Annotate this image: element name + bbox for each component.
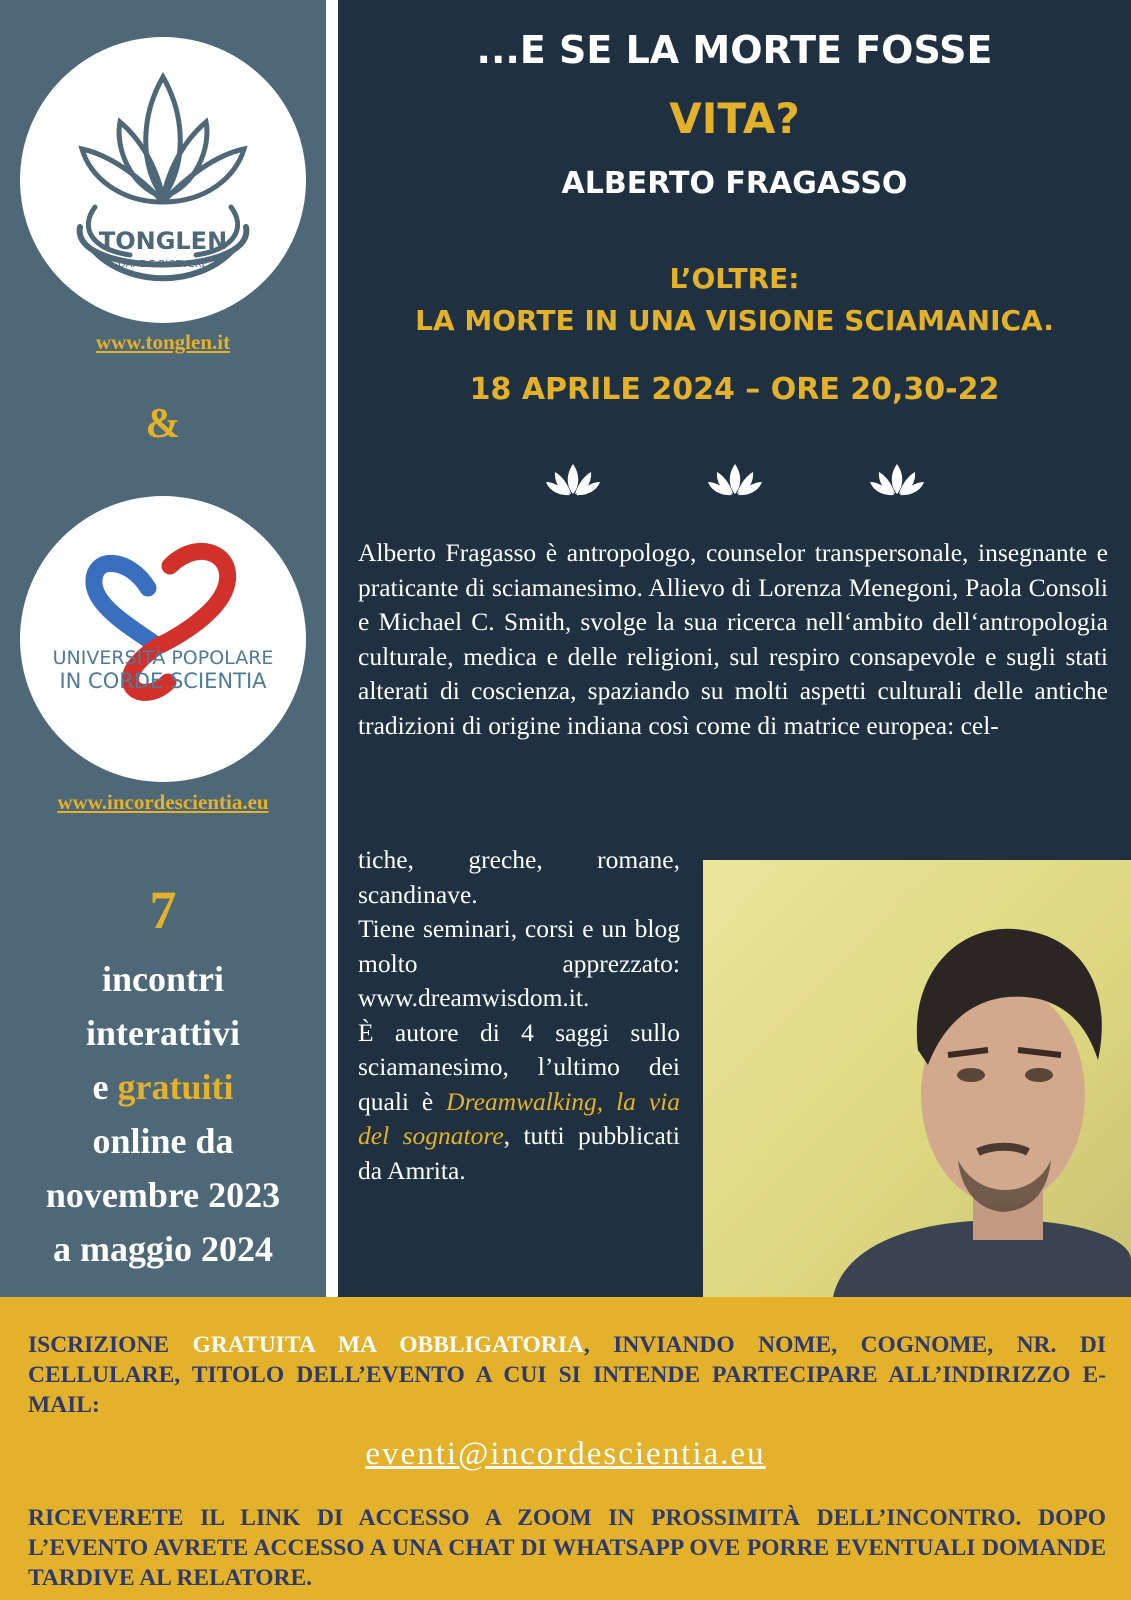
event-date: 18 APRILE 2024 – ORE 20,30-22 [469, 372, 1000, 407]
event-title-line2: VITA? [669, 94, 800, 143]
event-title-line1: ...E SE LA MORTE FOSSE [476, 28, 993, 72]
biography-books-text: È autore di 4 saggi sullo sciamanesimo, l’ultimo dei quali è [358, 1017, 680, 1116]
registration-text-c: , INVIANDO NOME, COGNOME, NR. DI CELLULARE, TITOLO DELL’EVENTO A CUI SI INTENDE PARTECIPARE ALL’INDIRIZZO E-MAIL: [28, 1332, 1107, 1418]
lotus-icon [708, 462, 762, 498]
side-line-2: interattivi [86, 1013, 240, 1053]
side-line-3 [0, 1060, 326, 1114]
event-subtitle-line2: LA MORTE IN UNA VISIONE SCIAMANICA. [415, 304, 1054, 337]
registration-text-a: ISCRIZIONE [28, 1332, 193, 1358]
speaker-portrait-image [703, 860, 1131, 1297]
biography-part-a: tiche, greche, romane, scandinave. [358, 845, 680, 909]
side-line-4: online da [92, 1121, 234, 1161]
book-title: Dreamwalking, la via del sognatore [358, 1086, 681, 1150]
biography-part-b: Tiene seminari, corsi e un blog molto apprezzato: www.dreamwisdom.it. [358, 914, 680, 1012]
biography-intro: Alberto Fragasso è antropologo, counselor transpersonale, insegnante e praticante di sciamanesimo. Allievo di Lorenza Menegoni, Paola Consoli e Michael C. Smith, svolge la sua ricerca nell‘ambito dell‘antropologia culturale, medica e delle religioni, sul respiro consapevole e sugli stati alterati di coscienza, spaziando su molti aspetti culturali delle antiche tradizioni di origine indiana così come di matrice europea: cel- [358, 538, 1108, 740]
tonglen-url-link[interactable]: www.tonglen.it [95, 330, 231, 354]
tonglen-logo [20, 37, 306, 323]
lotus-icon [546, 462, 600, 498]
column-divider [326, 0, 338, 1297]
lotus-icon [870, 462, 924, 498]
ampersand: & [145, 401, 181, 447]
event-subtitle-line1: L’OLTRE: [669, 262, 800, 295]
registration-instructions [28, 1330, 1106, 1420]
university-logo [20, 496, 306, 782]
registration-email-link[interactable]: eventi@incordescientia.eu [365, 1436, 766, 1472]
side-line-6: a maggio 2024 [53, 1229, 273, 1269]
side-line-3a: e [92, 1067, 118, 1107]
biography-column [358, 843, 680, 1188]
university-logo-line1: UNIVERSITÀ POPOLARE [52, 647, 274, 669]
lotus-logo-icon [20, 37, 306, 323]
heart-logo-icon [20, 496, 306, 782]
side-line-3b: gratuiti [117, 1067, 234, 1107]
tonglen-logo-tagline: DARE E RICEVERE [118, 259, 208, 270]
side-line-1: incontri [102, 959, 224, 999]
meetings-description [0, 952, 326, 1276]
meeting-count: 7 [149, 880, 177, 940]
incordescientia-url-link[interactable]: www.incordescientia.eu [57, 790, 269, 814]
access-instructions: RICEVERETE IL LINK DI ACCESSO A ZOOM IN PROSSIMITÀ DELL’INCONTRO. DOPO L’EVENTO AVRETE ACCESSO A UNA CHAT DI WHATSAPP OVE PORRE EVENTUALI DOMANDE TARDIVE AL RELATORE. [28, 1505, 1106, 1591]
tonglen-logo-text: TONGLEN [98, 227, 228, 255]
registration-free-mandatory: GRATUITA MA OBBLIGATORIA [192, 1332, 584, 1358]
side-line-5: novembre 2023 [45, 1175, 281, 1215]
biography-publisher-text: , tutti pubblicati da Amrita. [358, 1121, 680, 1185]
university-logo-line2: IN CORDE SCIENTIA [59, 669, 267, 693]
speaker-name: ALBERTO FRAGASSO [561, 166, 908, 201]
speaker-photo [703, 860, 1131, 1297]
biography-part-c [358, 1016, 680, 1189]
